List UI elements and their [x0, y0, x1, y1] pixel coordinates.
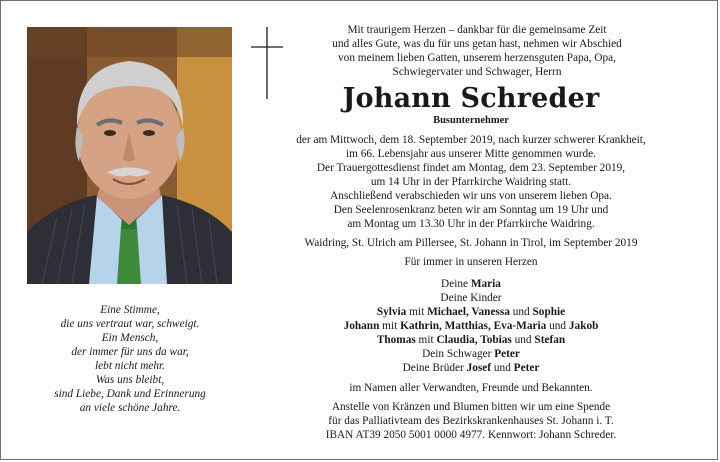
poem-line: Eine Stimme,	[100, 304, 160, 316]
donation-line: Anstelle von Kränzen und Blumen bitten wir um eine Spende	[331, 401, 611, 413]
poem-line: Was uns bleibt,	[95, 374, 165, 386]
forever-line: Für immer in unseren Herzen	[404, 256, 538, 268]
profession: Busunternehmer	[433, 115, 509, 126]
relatives-line: im Namen aller Verwandten, Freunde und Bekannten.	[349, 382, 593, 394]
poem-line: Ein Mensch,	[101, 332, 159, 344]
donation-text	[251, 400, 691, 442]
portrait-photo	[27, 27, 232, 284]
poem-line: die uns vertraut war, schweigt.	[60, 318, 200, 330]
notice-line: um 14 Uhr in der Pfarrkirche Waidring statt.	[370, 176, 572, 188]
family-list	[251, 277, 691, 375]
notice-line: im 66. Lebensjahr aus unserer Mitte genommen wurde.	[345, 148, 597, 160]
donation-line: für das Palliativteam des Bezirkskrankenhauses St. Johann i. T.	[328, 415, 614, 427]
family-brother-in-law: Dein Schwager Peter	[422, 348, 520, 360]
intro-line: von meinem lieben Gatten, unserem herzensguten Papa, Opa,	[338, 52, 616, 64]
obituary-text	[251, 23, 691, 442]
family-child-line: Thomas mit Claudia, Tobias und Stefan	[376, 334, 566, 346]
deceased-name: Johann Schreder	[342, 83, 600, 114]
intro-line: Mit traurigem Herzen – dankbar für die gemeinsame Zeit	[347, 24, 607, 36]
notice-text	[251, 133, 691, 231]
intro-line: Schwiegervater und Schwager, Herrn	[392, 66, 562, 78]
family-child-line: Johann mit Kathrin, Matthias, Eva-Maria und Jakob	[343, 320, 599, 332]
family-brothers: Deine Brüder Josef und Peter	[402, 362, 540, 374]
donation-line: IBAN AT39 2050 5001 0000 4977. Kennwort: Johann Schreder.	[325, 429, 617, 441]
notice-line: Anschließend verabschieden wir uns von unserem lieben Opa.	[330, 190, 612, 202]
family-wife: Deine Maria	[441, 278, 501, 290]
poem-line: an viele schöne Jahre.	[79, 402, 181, 414]
poem-line: der immer für uns da war,	[71, 346, 189, 358]
family-children-label: Deine Kinder	[440, 292, 502, 304]
notice-line: Den Seelenrosenkranz beten wir am Sonntag um 19 Uhr und	[333, 204, 609, 216]
poem	[25, 303, 235, 415]
intro-text	[251, 23, 691, 79]
notice-line: der am Mittwoch, dem 18. September 2019, nach kurzer schwerer Krankheit,	[296, 134, 646, 146]
poem-line: sind Liebe, Dank und Erinnerung	[54, 388, 206, 400]
place-date: Waidring, St. Ulrich am Pillersee, St. Johann in Tirol, im September 2019	[304, 237, 638, 249]
notice-line: Der Trauergottesdienst findet am Montag, dem 23. September 2019,	[316, 162, 626, 174]
poem-line: lebt nicht mehr.	[95, 360, 165, 372]
family-child-line: Sylvia mit Michael, Vanessa und Sophie	[376, 306, 566, 318]
intro-line: und alles Gute, was du für uns getan hast, nehmen wir Abschied	[332, 38, 622, 50]
notice-line: am Montag um 13.30 Uhr in der Pfarrkirche Waidring.	[347, 218, 595, 230]
